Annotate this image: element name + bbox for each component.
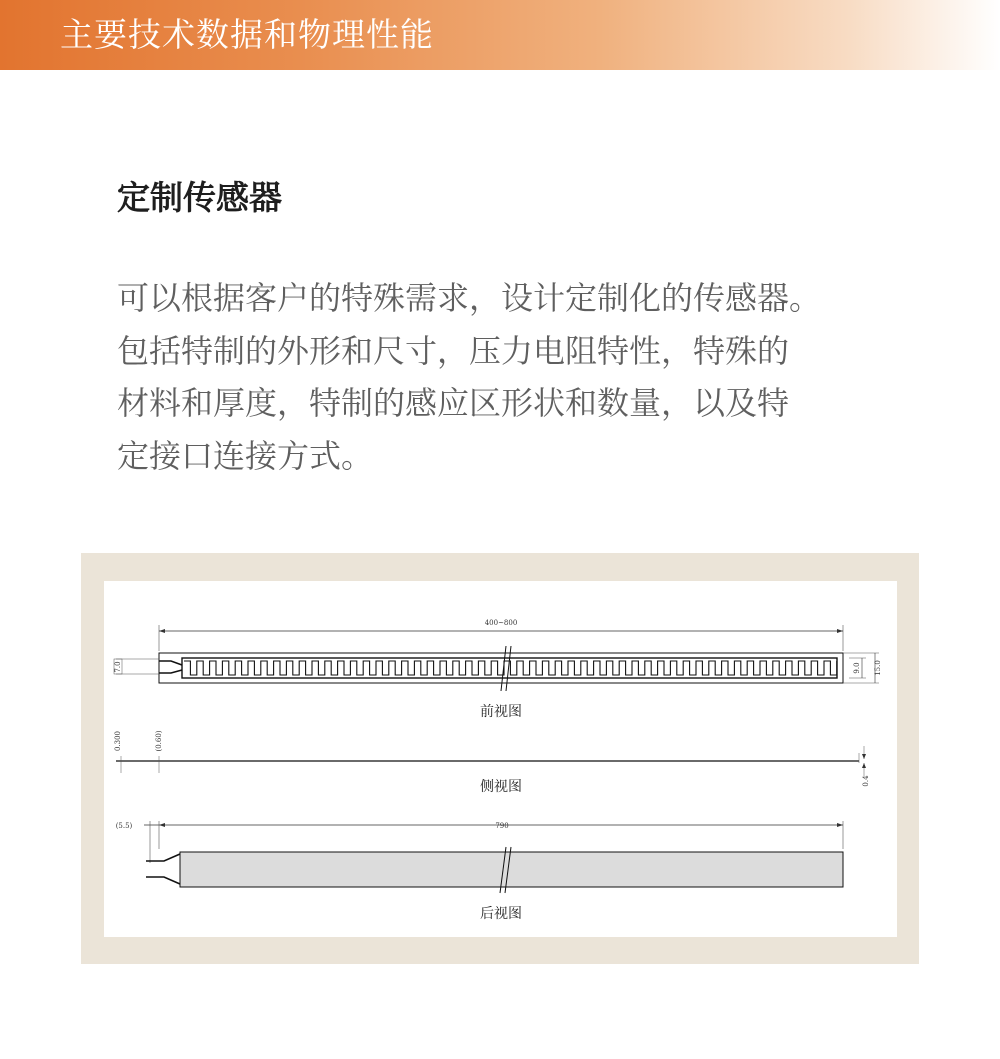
front-inner-dim: 9.0: [853, 662, 861, 674]
front-length-dim: 400~800: [484, 619, 518, 627]
front-view-caption: 前视图: [480, 704, 522, 720]
technical-drawing-svg: [104, 581, 897, 937]
front-outer-dim: 15.0: [874, 660, 882, 676]
side-view: [114, 730, 870, 795]
description-line: 可以根据客户的特殊需求，设计定制化的传感器。: [117, 279, 822, 317]
side-right-dim: 0.4: [862, 775, 870, 787]
header-banner: [0, 0, 1000, 70]
front-view: [114, 619, 882, 720]
back-view: [116, 821, 843, 922]
header-title: 主要技术数据和物理性能: [60, 15, 434, 54]
section-title: 定制传感器: [117, 178, 282, 217]
back-view-caption: 后视图: [480, 906, 522, 922]
front-left-dim: 7.0: [114, 661, 122, 673]
side-dim-2: (0.60): [155, 730, 163, 752]
description-line: 包括特制的外形和尺寸，压力电阻特性，特殊的: [117, 331, 790, 370]
description: [117, 272, 947, 482]
back-length-dim: 790: [495, 822, 509, 830]
back-tail-dim: (5.5): [115, 822, 133, 830]
description-line: 定接口连接方式。: [117, 436, 374, 475]
technical-drawing: [104, 581, 897, 937]
description-line: 材料和厚度，特制的感应区形状和数量，以及特: [117, 384, 790, 422]
side-dim-1: 0.300: [114, 730, 122, 752]
side-view-caption: 侧视图: [480, 779, 522, 795]
